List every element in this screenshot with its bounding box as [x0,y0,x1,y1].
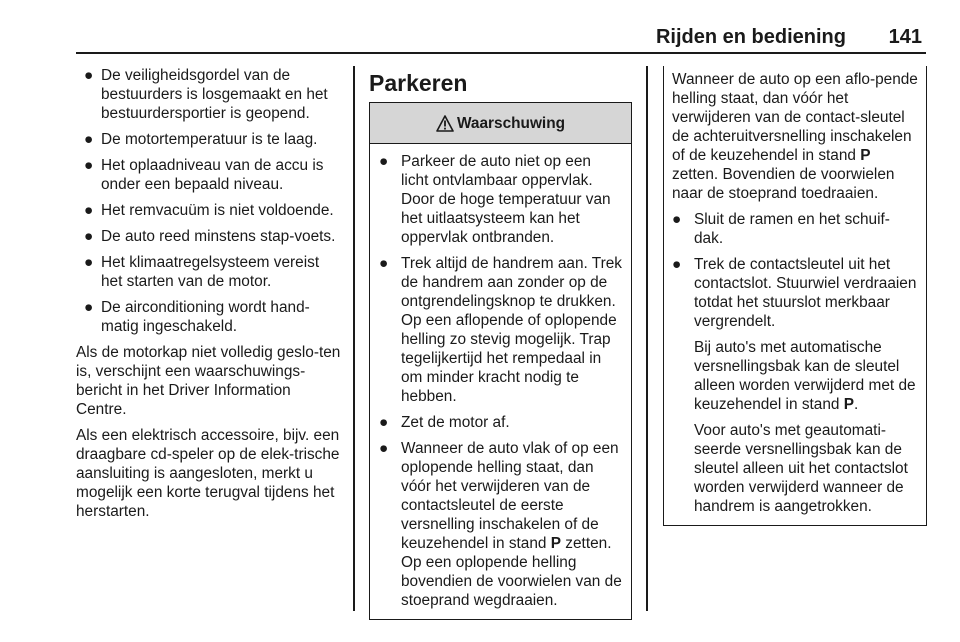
column-left [76,66,344,528]
list-item: ● Het remvacuüm is niet voldoende. [84,202,334,219]
warning-triangle-icon [436,115,454,132]
list-item: ● De airconditioning wordt hand-matig ingeschakeld. [84,299,310,335]
parking-heading: Parkeren [369,70,468,96]
list-item: ● Parkeer de auto niet op een licht ontvlambaar oppervlak. Door de hoge temperatuur van het uitlaatsysteem kan het oppervlak ontbranden. [379,153,611,246]
gear-position-p: P [860,147,871,164]
condition-list [76,66,344,336]
list-item: ● Het klimaatregelsysteem vereist het starten van de motor. [84,254,320,290]
section-title: Rijden en bediening [655,26,846,48]
paragraph-automatic: Bij auto's met automatische versnellingsbak kan de sleutel alleen worden verwijderd met de keuzehendel in stand P. [694,339,916,413]
paragraph-hood: Als de motorkap niet volledig geslo-ten is, verschijnt een waarschuwings-bericht in het Driver Information Centre. [76,344,341,418]
paragraph-accessory: Als een elektrisch accessoire, bijv. een draagbare cd-speler op de elek-trische aansluiting is aangesloten, merkt u mogelijk een korte terugval tijdens het herstarten. [76,427,340,520]
list-item: ● Trek de contactsleutel uit het contactslot. Stuurwiel verdraaien totdat het stuurslot merkbaar vergrendelt. [672,256,917,330]
paragraph-downhill: Wanneer de auto op een aflo-pende helling staat, dan vóór het verwijderen van de contact-sleutel de achteruitversnelling inschakelen of de keuzehendel in stand P zetten. Bovendien de voorwielen naar de stoeprand toedraaien. [672,71,918,202]
list-item: ● Wanneer de auto vlak of op een oplopende helling staat, dan vóór het verwijderen van de contactsleutel de eerste versnelling inschakelen of de keuzehendel in stand P zetten. Op een oplopende helling bovendien de voorwielen van de stoeprand wegdraaien. [379,440,622,609]
list-item: ● De motortemperatuur is te laag. [84,131,318,148]
warning-box [369,102,632,620]
list-item: ● Sluit de ramen en het schuif-dak. [672,211,890,247]
column-right [663,66,927,526]
page-number: 141 [888,26,922,48]
gear-position-p: P [843,396,855,413]
list-item: ● De auto reed minstens stap-voets. [84,228,336,245]
warning-list [379,152,622,610]
warning-body [370,144,631,619]
column-divider-right [646,66,648,611]
page-header [0,26,960,50]
header-rule [76,52,926,54]
parking-steps-list [672,210,918,331]
list-item: ● Trek altijd de handrem aan. Trek de handrem aan zonder op de ontgrendelingsknop te drukken. Op een aflopende of oplopende helling zo stevig mogelijk. Trap tegelijkertijd het rempedaal in om minder kracht nodig te hebben. [379,255,622,405]
gear-position-p: P [550,535,562,552]
column-middle [369,66,632,620]
paragraph-automated: Voor auto's met geautomati-seerde versnellingsbak kan de sleutel alleen uit het contactslot worden verwijderd wanneer de handrem is aangetrokken. [694,422,908,515]
warning-title: Waarschuwing [456,114,566,132]
warning-header [370,102,631,144]
list-item: ● De veiligheidsgordel van de bestuurders is losgemaakt en het bestuurdersportier is geopend. [84,67,328,122]
list-item: ● Zet de motor af. [379,414,510,431]
warning-box-continued [663,66,927,526]
column-divider-left [353,66,355,611]
list-item: ● Het oplaadniveau van de accu is onder een bepaald niveau. [84,157,324,193]
